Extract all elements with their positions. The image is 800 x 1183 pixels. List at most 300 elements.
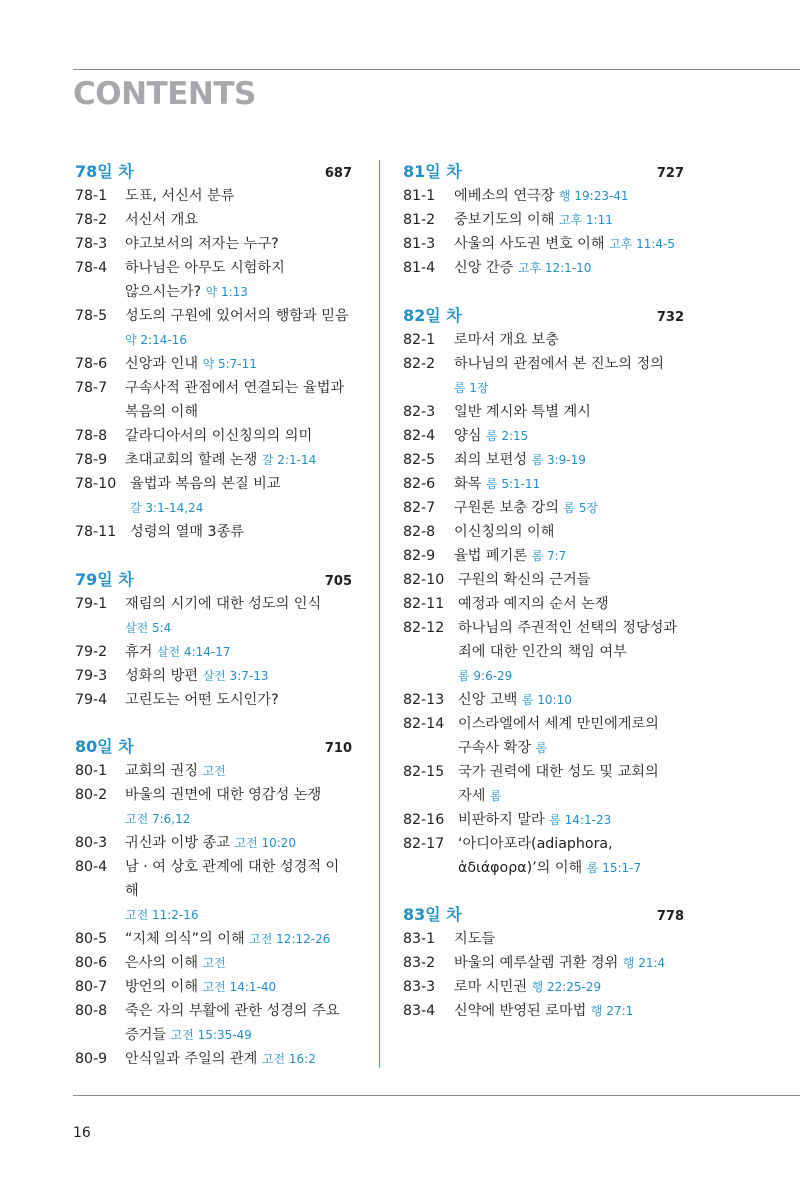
entry-title: 안식일과 주일의 관계 [125,1051,258,1067]
toc-entry[interactable] [403,760,684,784]
scripture-reference: 약 5:7-11 [202,357,257,371]
toc-entry-continuation[interactable] [75,328,352,352]
entry-text-line [454,208,684,232]
section-title[interactable]: 80일 차 [75,737,134,756]
entry-title: 성도의 구원에 있어서의 행함과 믿음 [125,308,349,324]
toc-entry[interactable] [403,256,684,280]
page-number: 16 [73,1125,91,1141]
toc-entry[interactable] [403,712,684,736]
entry-number: 82-11 [403,595,445,612]
scripture-reference: 살전 5:4 [125,620,172,635]
bottom-rule [73,1095,800,1096]
toc-entry-continuation[interactable] [75,807,352,831]
scripture-reference: 행 21:4 [622,956,666,970]
entry-number: 78-9 [75,452,108,468]
scripture-reference: 행 19:23-41 [558,189,629,203]
entry-title: 신앙 간증 [454,260,514,276]
toc-entry-continuation[interactable] [75,1023,352,1047]
toc-entry[interactable] [75,424,352,448]
toc-entry[interactable] [75,783,352,807]
scripture-reference: 고후 12:1-10 [517,261,592,275]
toc-entry-continuation[interactable] [403,640,684,688]
section-title[interactable]: 82일 차 [403,305,462,325]
toc-entry[interactable] [75,688,352,712]
entry-text-line [125,592,352,616]
entry-number: 82-4 [403,427,436,444]
entry-title: 비판하지 말라 [458,811,545,828]
entry-text-line [130,472,352,496]
entry-number: 81-3 [403,236,436,252]
entry-title: 구원론 보충 강의 [454,499,559,516]
entry-title: 로마서 개요 보충 [454,331,559,348]
entry-number [403,736,449,760]
scripture-reference: 롬 9:6-29 [458,668,513,683]
scripture-reference: 행 27:1 [590,1004,634,1018]
entry-text-line [458,736,684,760]
entry-number [75,328,111,352]
entry-number: 83-3 [403,979,436,995]
entry-text-line [125,999,352,1023]
entry-number: 80-5 [75,931,108,947]
section-header [403,304,684,328]
entry-text-line [454,376,684,400]
toc-section [403,304,684,880]
entry-title: 휴거 [125,643,153,660]
entry-text-line [125,448,352,472]
entry-number: 82-14 [403,715,445,732]
entry-title: 이스라엘에서 세계 만민에게로의 [458,715,659,732]
entry-text-line [454,256,684,280]
entry-number: 78-6 [75,356,108,372]
entry-text-line [454,472,684,496]
entry-number: 78-7 [75,380,108,396]
section-page-number: 778 [656,909,684,924]
entry-title: 도표, 서신서 분류 [125,188,235,204]
entry-number: 82-2 [403,355,436,372]
scripture-reference: 약 1:13 [205,285,248,299]
toc-entry[interactable] [403,832,684,856]
toc-entry[interactable] [403,448,684,472]
entry-title: “지체 의식”의 이해 [125,931,245,947]
section-header [75,568,352,592]
toc-entry[interactable] [403,472,684,496]
entry-text-line [125,352,352,376]
entry-title: 서신서 개요 [125,212,199,228]
entry-text-line [458,568,684,592]
section-spacer [75,544,352,568]
entry-text-line [454,448,684,472]
entry-text-line [125,400,352,424]
toc-entry[interactable] [75,1047,352,1071]
toc-entry-continuation[interactable] [75,280,352,304]
entry-title: 지도들 [454,931,496,947]
entry-text-line [125,903,352,927]
entry-number: 82-6 [403,475,436,492]
entry-title: 고린도는 어떤 도시인가? [125,691,279,708]
entry-number: 80-2 [75,787,108,803]
entry-title: 율법 폐기론 [454,547,528,564]
scripture-reference: 롬 5:1-11 [485,476,541,491]
toc-entry-continuation[interactable] [75,496,352,520]
toc-entry[interactable] [75,256,352,280]
entry-number: 78-4 [75,260,108,276]
entry-text-line [130,496,352,520]
section-header [403,903,684,927]
section-title[interactable]: 83일 차 [403,905,462,924]
entry-number [75,807,111,831]
scripture-reference: 고후 11:4-5 [609,237,676,251]
entry-number [403,784,449,808]
entry-text-line [130,520,352,544]
entry-text-line [125,256,352,280]
entry-text-line [458,640,684,688]
entry-text-line [125,280,352,304]
toc-entry[interactable] [75,927,352,951]
toc-entry-continuation[interactable] [75,400,352,424]
toc-entry[interactable] [403,616,684,640]
toc-entry[interactable] [403,520,684,544]
toc-entry[interactable] [75,951,352,975]
entry-text-line [454,184,684,208]
section-header [403,160,684,184]
scripture-reference: 고전 14:1-40 [202,980,277,994]
entry-number: 78-11 [75,524,117,540]
entry-text-line [125,975,352,999]
toc-entry[interactable] [403,592,684,616]
toc-section [403,903,684,1023]
toc-entry[interactable] [75,640,352,664]
toc-entry-continuation[interactable] [403,784,684,808]
entry-text-line [454,975,684,999]
entry-title: 바울의 예루살렘 귀환 경위 [454,955,619,971]
toc-entry[interactable] [403,544,684,568]
scripture-reference: 고전 7:6,12 [125,812,191,826]
entry-number: 82-12 [403,619,445,636]
entry-number: 82-16 [403,811,445,828]
entry-title: 신앙 고백 [458,691,518,708]
entry-number: 82-1 [403,331,436,348]
entry-number: 82-10 [403,571,445,588]
entry-title: 교회의 권징 [125,763,199,779]
entry-text-line [125,951,352,975]
entry-number: 82-9 [403,547,436,564]
entry-number: 82-8 [403,523,436,540]
toc-entry[interactable] [75,855,352,903]
entry-number: 82-5 [403,451,436,468]
entry-text-line [125,927,352,951]
entry-text-line [125,1047,352,1071]
entry-number: 80-6 [75,955,108,971]
entry-title: 화목 [454,475,482,492]
section-header [75,735,352,759]
entry-text-line [458,760,684,784]
entry-text-line [454,927,684,951]
toc-entry[interactable] [75,232,352,256]
scripture-reference: 살전 4:14-17 [156,644,231,659]
entry-text-line [458,688,684,712]
section-page-number: 732 [656,309,684,325]
entry-title: 은사의 이해 [125,955,199,971]
entry-title: 귀신과 이방 종교 [125,835,230,851]
entry-title: 구원의 확신의 근거들 [458,571,591,588]
entry-title: 중보기도의 이해 [454,212,555,228]
entry-text-line [458,856,684,880]
toc-entry[interactable] [75,376,352,400]
entry-text-line [125,376,352,400]
scripture-reference: 롬 [489,788,502,803]
toc-entry[interactable] [403,951,684,975]
entry-text-line [454,496,684,520]
toc-entry[interactable] [403,232,684,256]
toc-entry[interactable] [403,496,684,520]
toc-section [75,160,352,544]
scripture-reference: 롬 3:9-19 [531,452,586,467]
entry-text-line [125,232,352,256]
entry-text-line [454,232,684,256]
entry-number [75,496,121,520]
entry-title: 남 · 여 상호 관계에 대한 성경적 이해 [125,859,340,899]
column-divider [379,160,380,1068]
toc-entry[interactable] [75,975,352,999]
toc-entry-continuation[interactable] [75,616,352,640]
toc-entry-continuation[interactable] [403,856,684,880]
entry-title: 하나님의 주권적인 선택의 정당성과 [458,619,678,636]
entry-text-line [125,855,352,903]
toc-entry[interactable] [75,304,352,328]
toc-entry[interactable] [403,424,684,448]
toc-entry[interactable] [75,759,352,783]
entry-text-line [125,640,352,664]
entry-number: 80-3 [75,835,108,851]
entry-number [75,616,111,640]
section-spacer [403,880,684,904]
scripture-reference: 갈 3:1-14,24 [130,501,204,515]
entry-title: 하나님의 관점에서 본 진노의 정의 [454,355,664,372]
entry-title: 일반 계시와 특별 계시 [454,403,591,420]
section-page-number: 710 [324,741,352,756]
entry-number [75,903,111,927]
toc-entry[interactable] [403,568,684,592]
entry-text-line [458,808,684,832]
scripture-reference: 행 22:25-29 [531,980,602,994]
entry-number: 82-7 [403,499,436,516]
toc-entry[interactable] [403,184,684,208]
entry-number: 81-2 [403,212,436,228]
entry-number: 80-8 [75,1003,108,1019]
section-page-number: 705 [324,573,352,589]
entry-text-line [125,208,352,232]
entry-number: 81-4 [403,260,436,276]
toc-entry[interactable] [75,999,352,1023]
scripture-reference: 롬 10:10 [521,692,572,707]
entry-title: 로마 시민권 [454,979,528,995]
entry-text-line [125,1023,352,1047]
entry-title: 이신칭의의 이해 [454,523,555,540]
entry-text-line [454,328,684,352]
entry-number: 80-9 [75,1051,108,1067]
scripture-reference: 고전 10:20 [234,836,297,850]
entry-text-line [125,184,352,208]
entry-number: 79-1 [75,595,108,612]
entry-number: 83-2 [403,955,436,971]
toc-entry[interactable] [75,664,352,688]
entry-number: 78-8 [75,428,108,444]
entry-number: 80-7 [75,979,108,995]
toc-entry[interactable] [75,831,352,855]
toc-entry[interactable] [403,999,684,1023]
toc-entry[interactable] [403,400,684,424]
scripture-reference: 롬 1장 [454,380,489,395]
entry-text-line [454,352,684,376]
toc-entry[interactable] [75,448,352,472]
entry-title: 자세 [458,787,486,804]
scripture-reference: 롬 15:1-7 [586,860,642,875]
entry-text-line [454,544,684,568]
scripture-reference: 고전 16:2 [261,1052,316,1066]
entry-text-line [458,616,684,640]
toc-section [75,735,352,1071]
entry-number: 82-3 [403,403,436,420]
toc-section [75,568,352,712]
entry-title: 바울의 권면에 대한 영감성 논쟁 [125,787,322,803]
entry-text-line [454,424,684,448]
section-page-number: 687 [324,166,352,181]
entry-title: 에베소의 연극장 [454,188,555,204]
entry-number [75,400,111,424]
entry-number: 79-2 [75,643,108,660]
entry-title: 양심 [454,427,482,444]
entry-text-line [454,999,684,1023]
top-rule [73,69,800,70]
scripture-reference: 살전 3:7-13 [202,668,269,683]
entry-number: 80-1 [75,763,108,779]
entry-number: 82-17 [403,835,445,852]
entry-title: 신약에 반영된 로마법 [454,1003,587,1019]
entry-text-line [458,592,684,616]
section-spacer [75,712,352,736]
entry-title: 증거들 [125,1027,167,1043]
entry-title: 성화의 방편 [125,667,199,684]
entry-number: 83-1 [403,931,436,947]
entry-text-line [125,424,352,448]
scripture-reference: 롬 [535,740,548,755]
toc-entry[interactable] [75,184,352,208]
entry-title: ‘아디아포라(adiaphora, [458,835,613,852]
entry-text-line [125,616,352,640]
toc-entry-continuation[interactable] [403,736,684,760]
entry-title: 복음의 이해 [125,404,199,420]
toc-entry[interactable] [403,975,684,999]
entry-number: 79-4 [75,691,108,708]
entry-number: 82-13 [403,691,445,708]
entry-title: 죄의 보편성 [454,451,528,468]
scripture-reference: 롬 5장 [563,500,599,515]
toc-entry-continuation[interactable] [403,376,684,400]
entry-text-line [454,400,684,424]
entry-text-line [125,328,352,352]
scripture-reference: 롬 14:1-23 [549,812,612,827]
toc-section [403,160,684,280]
entry-text-line [458,832,684,856]
entry-text-line [458,784,684,808]
scripture-reference: 약 2:14-16 [125,333,187,347]
entry-title: 초대교회의 할례 논쟁 [125,452,258,468]
entry-number: 80-4 [75,859,108,875]
entry-number: 82-15 [403,763,445,780]
entry-title: 구속사 확장 [458,739,532,756]
entry-number: 81-1 [403,188,436,204]
toc-right-column [403,160,684,1023]
entry-title: 방언의 이해 [125,979,199,995]
page-title: CONTENTS [73,76,256,112]
entry-text-line [454,951,684,975]
toc-entry[interactable] [403,688,684,712]
entry-text-line [458,712,684,736]
entry-title: 예정과 예지의 순서 논쟁 [458,595,609,612]
entry-title: 국가 권력에 대한 성도 및 교회의 [458,763,659,780]
entry-number: 79-3 [75,667,108,684]
toc-entry[interactable] [75,592,352,616]
section-spacer [403,280,684,304]
section-title[interactable]: 79일 차 [75,569,134,589]
entry-title: 죽은 자의 부활에 관한 성경의 주요 [125,1003,340,1019]
scripture-reference: 고전 11:2-16 [125,908,199,922]
entry-title: 율법과 복음의 본질 비교 [130,476,281,492]
toc-entry[interactable] [403,328,684,352]
entry-text-line [125,759,352,783]
entry-text-line [125,807,352,831]
entry-number [403,640,449,688]
entry-text-line [125,831,352,855]
entry-title: 야고보서의 저자는 누구? [125,236,279,252]
toc-entry[interactable] [403,352,684,376]
scripture-reference: 롬 2:15 [485,428,529,443]
section-title[interactable]: 78일 차 [75,162,134,181]
section-page-number: 727 [656,166,684,181]
entry-number: 78-3 [75,236,108,252]
entry-number: 78-5 [75,308,108,324]
scripture-reference: 고전 12:12-26 [249,932,331,946]
entry-number [75,1023,111,1047]
scripture-reference: 고후 1:11 [558,213,613,227]
toc-entry[interactable] [403,927,684,951]
entry-title: 구속사적 관점에서 연결되는 율법과 [125,380,345,396]
toc-entry[interactable] [75,472,352,496]
toc-left-column [75,160,352,1071]
toc-entry-continuation[interactable] [75,903,352,927]
scripture-reference: 갈 2:1-14 [261,453,317,467]
toc-entry[interactable] [403,208,684,232]
section-header [75,160,352,184]
toc-entry[interactable] [75,208,352,232]
entry-number [403,376,440,400]
toc-entry[interactable] [75,520,352,544]
entry-number: 78-10 [75,476,117,492]
entry-text-line [125,664,352,688]
entry-title: 않으시는가? [125,284,202,300]
section-title[interactable]: 81일 차 [403,162,462,181]
entry-title: 갈라디아서의 이신칭의의 의미 [125,428,313,444]
entry-title: 하나님은 아무도 시험하지 [125,260,285,276]
scripture-reference: 고전 [202,956,226,970]
entry-title: 성령의 열매 3종류 [130,524,244,540]
scripture-reference: 고전 [202,764,226,778]
entry-title: 재림의 시기에 대한 성도의 인식 [125,595,322,612]
toc-entry[interactable] [75,352,352,376]
entry-number [75,280,111,304]
entry-text-line [125,304,352,328]
toc-entry[interactable] [403,808,684,832]
